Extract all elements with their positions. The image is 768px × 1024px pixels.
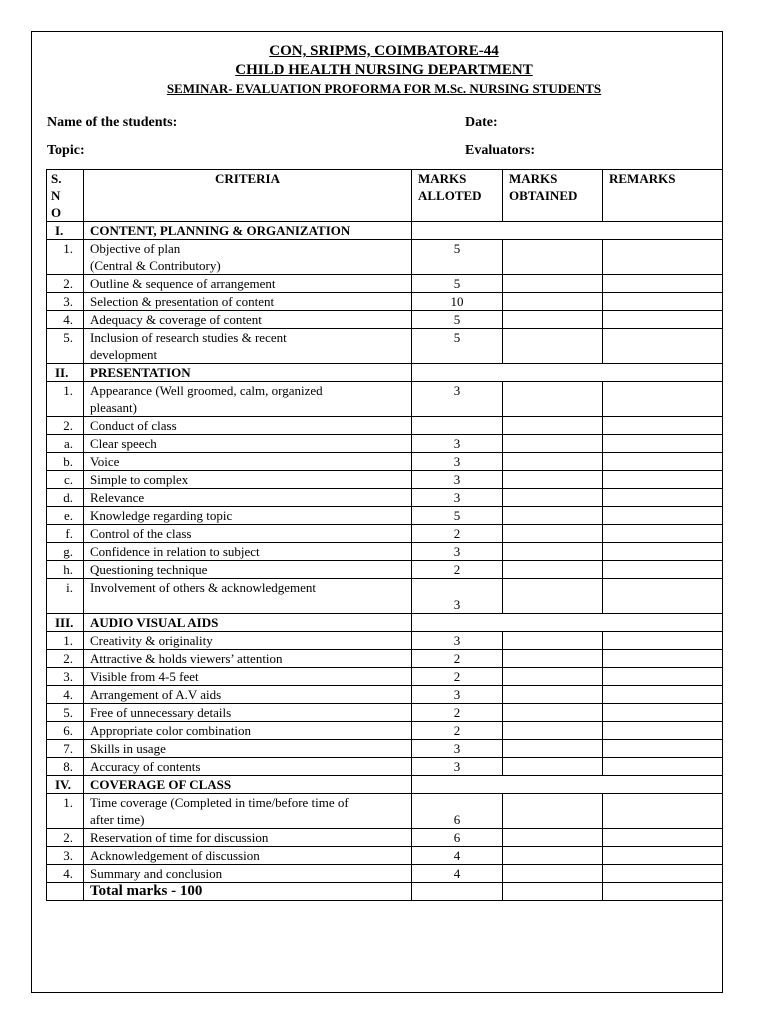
- section-title: COVERAGE OF CLASS: [84, 776, 412, 794]
- sno-header-line: O: [51, 205, 62, 220]
- sno-header-line: N: [51, 188, 61, 203]
- criteria-line: Arrangement of A.V aids: [90, 687, 222, 702]
- section-marks-area: [412, 364, 723, 382]
- row-number: 4.: [47, 311, 84, 329]
- marks-alloted: 3: [412, 740, 503, 758]
- table-row: [47, 829, 723, 847]
- row-number: b.: [47, 453, 84, 471]
- table-row: [47, 794, 723, 829]
- criteria-line: Acknowledgement of discussion: [90, 848, 260, 863]
- marks-alloted: 2: [412, 704, 503, 722]
- criteria-text: [84, 507, 412, 525]
- criteria-text: [84, 329, 412, 364]
- section-title: PRESENTATION: [84, 364, 412, 382]
- criteria-line: Summary and conclusion: [90, 866, 223, 881]
- marks-alloted: 5: [412, 240, 503, 275]
- row-number: 3.: [47, 847, 84, 865]
- criteria-text: [84, 275, 412, 293]
- marks-alloted-header-line: ALLOTED: [418, 188, 482, 203]
- criteria-text: [84, 525, 412, 543]
- table-row: [47, 329, 723, 364]
- criteria-header: CRITERIA: [84, 170, 412, 222]
- criteria-text: [84, 632, 412, 650]
- criteria-line: Creativity & originality: [90, 633, 213, 648]
- table-row: [47, 275, 723, 293]
- row-number: h.: [47, 561, 84, 579]
- marks-obtained-cell[interactable]: [503, 794, 603, 829]
- criteria-line: Objective of plan: [90, 241, 181, 256]
- criteria-line: pleasant): [90, 400, 137, 415]
- marks-obtained-cell[interactable]: [503, 829, 603, 847]
- section-marks-area: [412, 776, 723, 794]
- section-row: [47, 776, 723, 794]
- remarks-cell[interactable]: [603, 507, 723, 525]
- marks-obtained-cell[interactable]: [503, 417, 603, 435]
- marks-alloted: 3: [412, 543, 503, 561]
- marks-alloted: 3: [412, 632, 503, 650]
- criteria-line: Adequacy & coverage of content: [90, 312, 262, 327]
- criteria-line: Questioning technique: [90, 562, 208, 577]
- section-number: II.: [47, 364, 84, 382]
- marks-obtained-header-line: OBTAINED: [509, 188, 578, 203]
- row-number: 2.: [47, 829, 84, 847]
- remarks-cell[interactable]: [603, 382, 723, 417]
- marks-alloted: 5: [412, 311, 503, 329]
- criteria-text: [84, 240, 412, 275]
- row-number: 7.: [47, 740, 84, 758]
- marks-obtained-cell[interactable]: [503, 865, 603, 883]
- table-row: [47, 507, 723, 525]
- marks-obtained-cell[interactable]: [503, 740, 603, 758]
- row-number: 3.: [47, 293, 84, 311]
- marks-alloted: [412, 417, 503, 435]
- criteria-line: Skills in usage: [90, 741, 166, 756]
- evaluators-label: Evaluators:: [465, 143, 535, 158]
- marks-alloted: 4: [412, 847, 503, 865]
- table-row: [47, 579, 723, 614]
- remarks-cell[interactable]: [603, 293, 723, 311]
- date-label: Date:: [465, 115, 498, 130]
- table-row: [47, 632, 723, 650]
- marks-obtained-cell[interactable]: [503, 471, 603, 489]
- marks-alloted: 3: [412, 382, 503, 417]
- marks-alloted: 2: [412, 561, 503, 579]
- marks-alloted: 10: [412, 293, 503, 311]
- topic-label: Topic:: [47, 143, 85, 158]
- marks-obtained-cell[interactable]: [503, 525, 603, 543]
- criteria-text: [84, 579, 412, 614]
- table-row: [47, 758, 723, 776]
- remarks-cell[interactable]: [603, 471, 723, 489]
- row-number: 4.: [47, 686, 84, 704]
- criteria-line: Conduct of class: [90, 418, 177, 433]
- marks-obtained-cell[interactable]: [503, 579, 603, 614]
- row-number: 2.: [47, 650, 84, 668]
- criteria-line: Simple to complex: [90, 472, 189, 487]
- row-number: 5.: [47, 704, 84, 722]
- marks-obtained-cell[interactable]: [503, 632, 603, 650]
- criteria-line: [90, 596, 405, 613]
- criteria-text: [84, 453, 412, 471]
- row-number: 1.: [47, 632, 84, 650]
- section-number: III.: [47, 614, 84, 632]
- row-number: 8.: [47, 758, 84, 776]
- marks-obtained-cell[interactable]: [503, 722, 603, 740]
- table-row: [47, 382, 723, 417]
- table-row: [47, 740, 723, 758]
- criteria-text: [84, 686, 412, 704]
- criteria-text: [84, 794, 412, 829]
- remarks-cell[interactable]: [603, 311, 723, 329]
- row-number: g.: [47, 543, 84, 561]
- criteria-text: [84, 758, 412, 776]
- section-row: [47, 364, 723, 382]
- total-row: [47, 883, 723, 901]
- remarks-cell[interactable]: [603, 704, 723, 722]
- marks-obtained-cell[interactable]: [503, 758, 603, 776]
- section-title: CONTENT, PLANNING & ORGANIZATION: [84, 222, 412, 240]
- marks-alloted: 2: [412, 650, 503, 668]
- marks-alloted: 3: [412, 471, 503, 489]
- sno-header-line: S.: [51, 171, 62, 186]
- evaluation-table: [46, 169, 723, 901]
- criteria-line: (Central & Contributory): [90, 258, 221, 273]
- remarks-cell[interactable]: [603, 417, 723, 435]
- marks-alloted: 6: [412, 829, 503, 847]
- criteria-text: [84, 740, 412, 758]
- criteria-text: [84, 668, 412, 686]
- marks-alloted: 5: [412, 275, 503, 293]
- criteria-line: Free of unnecessary details: [90, 705, 232, 720]
- marks-obtained-cell[interactable]: [503, 686, 603, 704]
- row-number: a.: [47, 435, 84, 453]
- criteria-text: [84, 543, 412, 561]
- marks-obtained-cell[interactable]: [503, 275, 603, 293]
- criteria-line: Appearance (Well groomed, calm, organized: [90, 383, 323, 398]
- criteria-text: [84, 417, 412, 435]
- proforma-title: SEMINAR- EVALUATION PROFORMA FOR M.Sc. NURSING STUDENTS: [166, 81, 602, 96]
- criteria-line: Inclusion of research studies & recent: [90, 330, 287, 345]
- row-number: 4.: [47, 865, 84, 883]
- criteria-line: Relevance: [90, 490, 145, 505]
- table-row: [47, 417, 723, 435]
- table-row: [47, 489, 723, 507]
- remarks-cell[interactable]: [603, 686, 723, 704]
- criteria-line: Accuracy of contents: [90, 759, 201, 774]
- marks-alloted: 2: [412, 722, 503, 740]
- criteria-line: after time): [90, 812, 145, 827]
- marks-alloted: 2: [412, 668, 503, 686]
- remarks-cell[interactable]: [603, 668, 723, 686]
- section-number: I.: [47, 222, 84, 240]
- criteria-line: Control of the class: [90, 526, 192, 541]
- institution-title: CON, SRIPMS, COIMBATORE-44: [269, 43, 499, 59]
- criteria-line: Selection & presentation of content: [90, 294, 275, 309]
- criteria-line: Time coverage (Completed in time/before time of: [90, 795, 349, 810]
- criteria-line: Outline & sequence of arrangement: [90, 276, 276, 291]
- remarks-cell[interactable]: [603, 453, 723, 471]
- remarks-cell[interactable]: [603, 561, 723, 579]
- row-number: i.: [47, 579, 84, 614]
- criteria-text: [84, 489, 412, 507]
- table-row: [47, 847, 723, 865]
- table-row: [47, 435, 723, 453]
- marks-alloted: 3: [412, 758, 503, 776]
- marks-obtained-header-line: MARKS: [509, 171, 558, 186]
- criteria-text: [84, 847, 412, 865]
- criteria-line: Voice: [90, 454, 120, 469]
- sno-header: [47, 170, 84, 222]
- criteria-text: [84, 435, 412, 453]
- marks-obtained-header: [503, 170, 603, 222]
- total-obtained-cell[interactable]: [503, 883, 603, 901]
- marks-obtained-cell[interactable]: [503, 668, 603, 686]
- marks-alloted: 3: [412, 453, 503, 471]
- marks-alloted: 6: [412, 794, 503, 829]
- marks-obtained-cell[interactable]: [503, 240, 603, 275]
- table-row: [47, 561, 723, 579]
- remarks-cell[interactable]: [603, 435, 723, 453]
- remarks-cell[interactable]: [603, 275, 723, 293]
- row-number: c.: [47, 471, 84, 489]
- criteria-line: development: [90, 347, 158, 362]
- table-row: [47, 453, 723, 471]
- remarks-cell[interactable]: [603, 740, 723, 758]
- row-number: 1.: [47, 240, 84, 275]
- row-number: f.: [47, 525, 84, 543]
- criteria-text: [84, 561, 412, 579]
- criteria-line: Clear speech: [90, 436, 157, 451]
- criteria-line: Reservation of time for discussion: [90, 830, 269, 845]
- marks-alloted: 5: [412, 329, 503, 364]
- criteria-line: Attractive & holds viewers’ attention: [90, 651, 283, 666]
- table-row: [47, 865, 723, 883]
- marks-obtained-cell[interactable]: [503, 329, 603, 364]
- name-label: Name of the students:: [47, 115, 178, 130]
- marks-alloted: 5: [412, 507, 503, 525]
- total-remarks-cell[interactable]: [603, 883, 723, 901]
- remarks-cell[interactable]: [603, 240, 723, 275]
- marks-obtained-cell[interactable]: [503, 382, 603, 417]
- row-number: 6.: [47, 722, 84, 740]
- table-row: [47, 668, 723, 686]
- remarks-cell[interactable]: [603, 489, 723, 507]
- total-alloted-cell: [412, 883, 503, 901]
- section-number: IV.: [47, 776, 84, 794]
- row-number: 1.: [47, 794, 84, 829]
- table-row: [47, 650, 723, 668]
- marks-obtained-cell[interactable]: [503, 704, 603, 722]
- criteria-line: Appropriate color combination: [90, 723, 252, 738]
- marks-obtained-cell[interactable]: [503, 489, 603, 507]
- marks-obtained-cell[interactable]: [503, 650, 603, 668]
- department-title: CHILD HEALTH NURSING DEPARTMENT: [235, 62, 533, 78]
- section-title: AUDIO VISUAL AIDS: [84, 614, 412, 632]
- remarks-cell[interactable]: [603, 758, 723, 776]
- marks-obtained-cell[interactable]: [503, 507, 603, 525]
- table-row: [47, 722, 723, 740]
- criteria-text: [84, 650, 412, 668]
- table-row: [47, 525, 723, 543]
- row-number: 2.: [47, 417, 84, 435]
- section-marks-area: [412, 222, 723, 240]
- criteria-line: Knowledge regarding topic: [90, 508, 233, 523]
- marks-obtained-cell[interactable]: [503, 293, 603, 311]
- marks-obtained-cell[interactable]: [503, 311, 603, 329]
- criteria-text: [84, 704, 412, 722]
- header-row: [47, 170, 723, 222]
- criteria-text: [84, 722, 412, 740]
- row-number: 3.: [47, 668, 84, 686]
- row-number: 1.: [47, 382, 84, 417]
- section-row: [47, 222, 723, 240]
- marks-alloted: 3: [412, 579, 503, 614]
- remarks-cell[interactable]: [603, 650, 723, 668]
- table-header: [47, 170, 723, 222]
- criteria-text: [84, 829, 412, 847]
- row-number: 2.: [47, 275, 84, 293]
- marks-alloted: 4: [412, 865, 503, 883]
- remarks-cell[interactable]: [603, 632, 723, 650]
- remarks-cell[interactable]: [603, 543, 723, 561]
- row-number: e.: [47, 507, 84, 525]
- remarks-cell[interactable]: [603, 794, 723, 829]
- table-row: [47, 240, 723, 275]
- marks-alloted-header-line: MARKS: [418, 171, 467, 186]
- marks-obtained-cell[interactable]: [503, 561, 603, 579]
- section-row: [47, 614, 723, 632]
- section-marks-area: [412, 614, 723, 632]
- criteria-text: [84, 382, 412, 417]
- marks-obtained-cell[interactable]: [503, 847, 603, 865]
- table-row: [47, 471, 723, 489]
- table-row: [47, 704, 723, 722]
- marks-alloted: 2: [412, 525, 503, 543]
- marks-alloted: 3: [412, 435, 503, 453]
- criteria-text: [84, 293, 412, 311]
- criteria-line: Confidence in relation to subject: [90, 544, 260, 559]
- remarks-cell[interactable]: [603, 525, 723, 543]
- table-row: [47, 293, 723, 311]
- criteria-text: [84, 865, 412, 883]
- table-body: [47, 222, 723, 901]
- remarks-cell[interactable]: [603, 579, 723, 614]
- criteria-line: Visible from 4-5 feet: [90, 669, 199, 684]
- remarks-cell[interactable]: [603, 865, 723, 883]
- table-row: [47, 686, 723, 704]
- remarks-cell[interactable]: [603, 329, 723, 364]
- marks-alloted-header: [412, 170, 503, 222]
- table-row: [47, 311, 723, 329]
- total-sno-cell: [47, 883, 84, 901]
- remarks-header: REMARKS: [603, 170, 723, 222]
- criteria-text: [84, 311, 412, 329]
- marks-obtained-cell[interactable]: [503, 435, 603, 453]
- row-number: d.: [47, 489, 84, 507]
- marks-alloted: 3: [412, 489, 503, 507]
- remarks-cell[interactable]: [603, 722, 723, 740]
- table-row: [47, 543, 723, 561]
- total-marks-label: Total marks - 100: [84, 883, 412, 901]
- row-number: 5.: [47, 329, 84, 364]
- criteria-text: [84, 471, 412, 489]
- criteria-line: Involvement of others & acknowledgement: [90, 580, 316, 595]
- marks-obtained-cell[interactable]: [503, 543, 603, 561]
- remarks-cell[interactable]: [603, 829, 723, 847]
- marks-alloted: 3: [412, 686, 503, 704]
- remarks-cell[interactable]: [603, 847, 723, 865]
- marks-obtained-cell[interactable]: [503, 453, 603, 471]
